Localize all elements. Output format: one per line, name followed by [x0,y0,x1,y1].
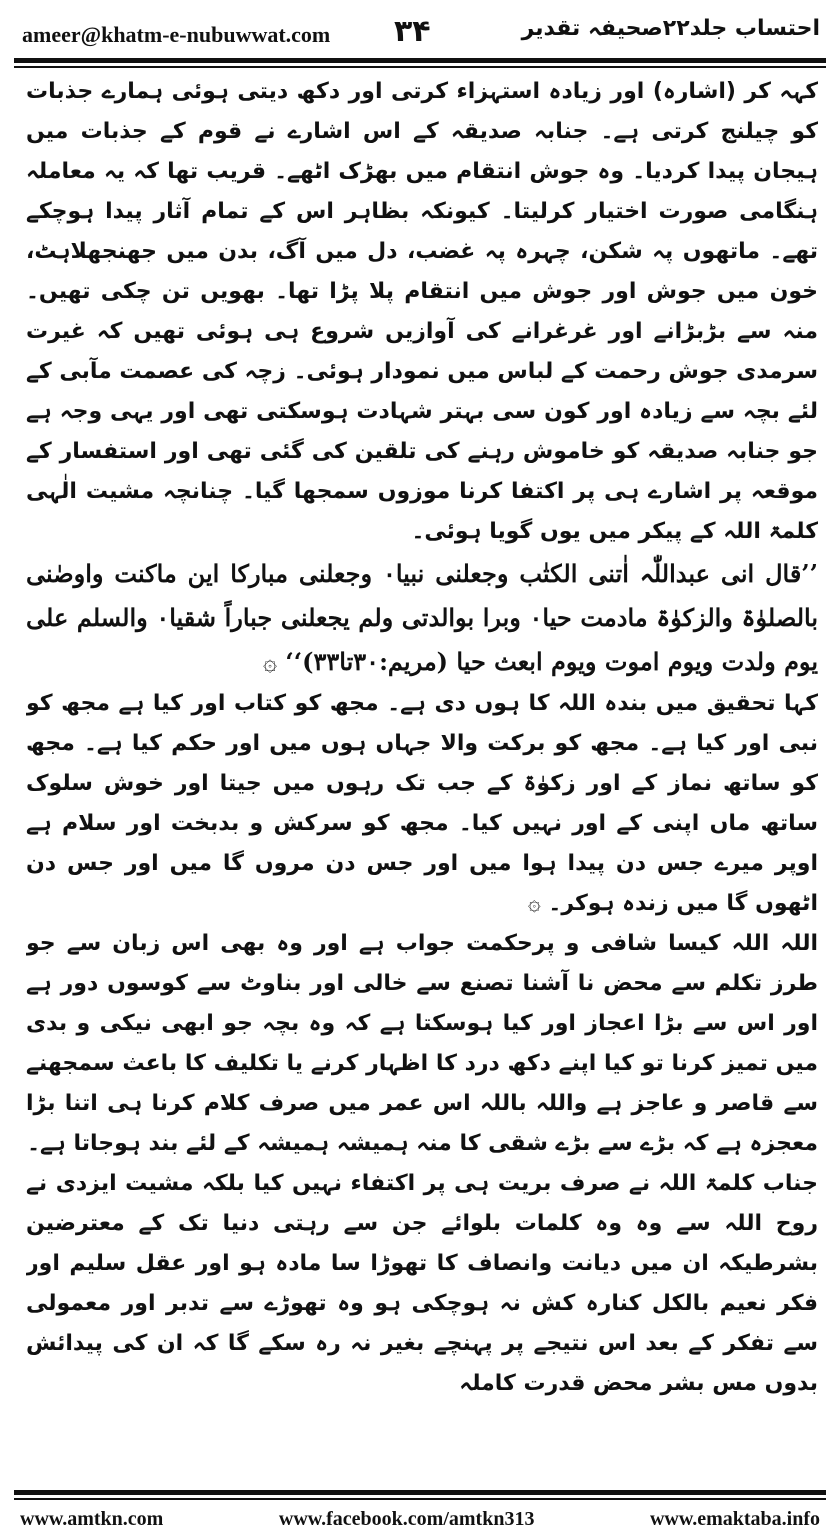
translation [26,684,818,924]
footer-link-facebook[interactable]: www.facebook.com/amtkn313 [278,1507,535,1530]
page-footer [20,1504,820,1534]
page-number: ۳۴ [394,14,431,49]
paragraph-2: اللہ اللہ کیسا شافی و پرحکمت جواب ہے اور وہ بھی اس زبان سے جو طرز تکلم سے محض نا آشنا تصنع سے خالی اور بناوٹ سے کوسوں دور ہے اور اس سے بڑا اعجاز اور کیا ہوسکتا ہے کہ وہ بچہ جو ابھی نیکی و بدی میں تمیز کرنا تو کیا اپنے دکھ درد کا اظہار کرنے یا تکلیف کا باعث سمجھنے سے قاصر و عاجز ہے واللہ باللہ اس عمر میں صرف کلام کرنا ہی اتنا بڑا معجزہ ہے کہ بڑے سے بڑے شقی کا منہ ہمیشہ ہمیشہ کے لئے بند ہوجاتا ہے۔ [26,931,818,1156]
header-email: ameer@khatm-e-nubuwwat.com [22,22,331,47]
translation-text: کہا تحقیق میں بندہ اللہ کا ہوں دی ہے۔ مجھ کو کتاب اور کیا ہے مجھ کو نبی اور کیا ہے۔ مجھ کو برکت والا جہاں ہوں میں اور حکم کیا ہے۔ مجھ کو ساتھ نماز کے اور زکوٰۃ کے جب تک رہوں میں جیتا اور خوش سلوک ساتھ ماں اپنی کے اور نہیں کیا۔ مجھ کو سرکش و بدبخت اور سلام ہے اوپر میرے جس دن پیدا ہوا میں اور جس دن مروں گا میں اور جس دن اٹھوں گا میں زندہ ہوکر۔ [26,691,818,916]
footer-rule-thick [14,1490,826,1495]
paragraph-3: جناب کلمۃ اللہ نے صرف بریت ہی پر اکتفاء نہیں کیا بلکہ مشیت ایزدی نے روح اللہ سے وہ وہ کلمات بلوائے جن سے رہتی دنیا تک کے معترضین بشرطیکہ ان میں دیانت وانصاف کا تھوڑا سا مادہ ہو اور عقل سلیم اور فکر نعیم بالکل کنارہ کش نہ ہوچکی ہو وہ تھوڑے سے تدبر اور معمولی سے تفکر کے بعد اس نتیجے پر پہنچے بغیر نہ رہ سکے گا کہ ان کی پیدائش بدوں مس بشر محض قدرت کاملہ [26,1171,818,1396]
header-rule-thick [14,58,826,63]
ornament-icon: ۞ [527,891,541,916]
page-body [26,72,818,1472]
footer-link-emaktaba[interactable]: www.emaktaba.info [649,1507,820,1530]
page-header [14,14,824,50]
ornament-icon: ۞ [263,648,278,676]
header-rule-thin [14,66,826,68]
footer-rule-thin [14,1498,826,1500]
running-title: احتساب جلد۲۲صحیفہ تقدیر [521,16,820,41]
arabic-quote-text: ’’قال انی عبداللّٰہ اٰتنی الکتٰب وجعلنی نبیا۰ وجعلنی مبارکا این ماکنت واوصٰنی بالصلوٰۃ والزکوٰۃ مادمت حیا۰ وبرا بوالدتی ولم یجعلنی جباراً شقیا۰ والسلم علی یوم ولدت ویوم اموت ویوم ابعث حیا (مریم:۳۰تا۳۳)‘‘ [26,559,818,676]
footer-link-amtkn[interactable]: www.amtkn.com [20,1507,164,1530]
arabic-quote [26,552,818,684]
paragraph-1: کہہ کر (اشارہ) اور زیادہ استہزاء کرتی اور دکھ دیتی ہوئی ہمارے جذبات کو چیلنج کرتی ہے۔ جنابہ صدیقہ کے اس اشارے نے قوم کے جذبات میں ہیجان پیدا کردیا۔ وہ جوش انتقام میں بھڑک اٹھے۔ قریب تھا کہ یہ معاملہ ہنگامی صورت اختیار کرلیتا۔ کیونکہ بظاہر اس کے تمام آثار پیدا ہوچکے تھے۔ ماتھوں پہ شکن، چہرہ پہ غضب، دل میں آگ، بدن میں جھنجھلاہٹ، خون میں جوش اور جوش میں انتقام پلا پڑا تھا۔ بھویں تن چکی تھیں۔ منہ سے بڑبڑانے اور غرغرانے کی آوازیں شروع ہی ہوئی تھیں کہ غیرت سرمدی جوش رحمت کے لباس میں نمودار ہوئی۔ زچہ کی عصمت مآبی کے لئے بچہ سے زیادہ اور کون سی بہتر شہادت ہوسکتی تھی اور یہی وجہ ہے جو جنابہ صدیقہ کو خاموش رہنے کی تلقین کی گئی تھی اور استفسار کے موقعہ پر اشارے ہی پر اکتفا کرنا موزوں سمجھا گیا۔ چنانچہ مشیت الٰہی کلمۃ اللہ کے پیکر میں یوں گویا ہوئی۔ [26,79,818,544]
